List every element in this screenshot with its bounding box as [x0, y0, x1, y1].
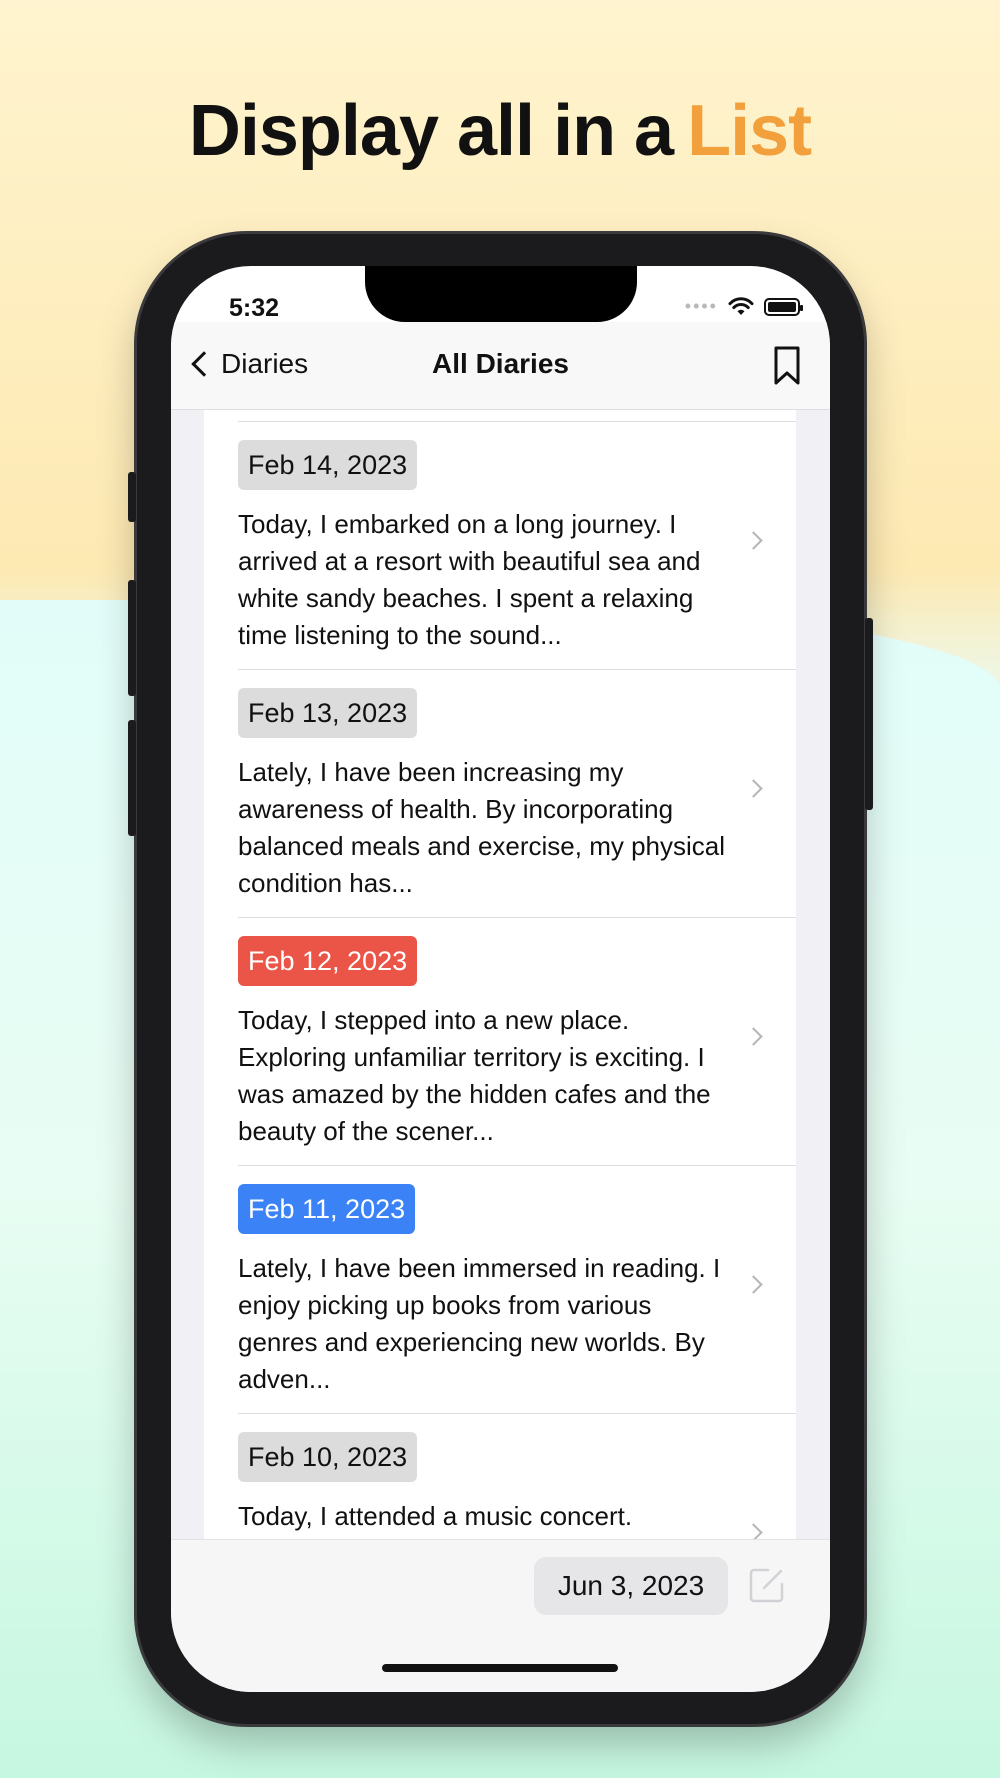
page-title: All Diaries	[432, 348, 569, 379]
phone-frame	[137, 234, 864, 1724]
entry-preview: Today, I embarked on a long journey. I arrived at a resort with beautiful sea and white sandy beaches. I spent a relaxing time listening to the sound...	[238, 509, 701, 650]
battery-icon	[764, 298, 800, 316]
status-time: 5:32	[229, 294, 280, 322]
entry-preview: Today, I stepped into a new place. Exploring unfamiliar territory is exciting. I was amazed by the hidden cafes and the beauty of the scener...	[238, 1005, 711, 1146]
signal-icon: ••••	[684, 296, 718, 316]
list-item[interactable]	[238, 1413, 796, 1539]
compose-icon[interactable]	[748, 1566, 786, 1604]
headline-main: Display all in a	[188, 91, 674, 171]
date-picker-button[interactable]: Jun 3, 2023	[534, 1557, 728, 1615]
back-button[interactable]	[185, 348, 308, 380]
date-badge: Feb 10, 2023	[238, 1432, 417, 1482]
notch	[365, 266, 637, 322]
list-item[interactable]	[238, 421, 796, 669]
bottom-toolbar	[171, 1539, 830, 1692]
chevron-right-icon	[744, 1027, 762, 1045]
list-item[interactable]	[238, 917, 796, 1165]
list-item[interactable]	[238, 1165, 796, 1413]
diary-list-area	[171, 410, 830, 1539]
diary-list	[204, 410, 796, 1539]
chevron-left-icon	[191, 351, 216, 376]
power-button	[865, 618, 873, 810]
entry-preview: Today, I attended a music concert.	[238, 1501, 633, 1531]
chevron-right-icon	[744, 1523, 762, 1539]
volume-up-button	[128, 580, 136, 696]
date-badge: Feb 13, 2023	[238, 688, 417, 738]
entry-preview: Lately, I have been increasing my awareness of health. By incorporating balanced meals and exercise, my physical condition has...	[238, 757, 726, 898]
chevron-right-icon	[744, 779, 762, 797]
date-badge: Feb 11, 2023	[238, 1184, 415, 1234]
list-item[interactable]	[238, 669, 796, 917]
mute-switch	[128, 472, 136, 522]
chevron-right-icon	[744, 531, 762, 549]
wifi-icon	[728, 297, 754, 317]
chevron-right-icon	[744, 1275, 762, 1293]
navigation-bar	[171, 322, 830, 410]
volume-down-button	[128, 720, 136, 836]
home-indicator	[382, 1664, 618, 1672]
headline-accent: List	[687, 91, 812, 171]
back-label: Diaries	[221, 348, 309, 379]
phone-screen	[171, 266, 830, 1692]
bookmark-icon[interactable]	[774, 346, 800, 386]
entry-preview: Lately, I have been immersed in reading. I enjoy picking up books from various genres and experiencing new worlds. By adven...	[238, 1253, 721, 1394]
date-badge: Feb 12, 2023	[238, 936, 417, 986]
status-icons	[685, 296, 800, 317]
date-badge: Feb 14, 2023	[238, 440, 417, 490]
headline	[0, 90, 1000, 172]
